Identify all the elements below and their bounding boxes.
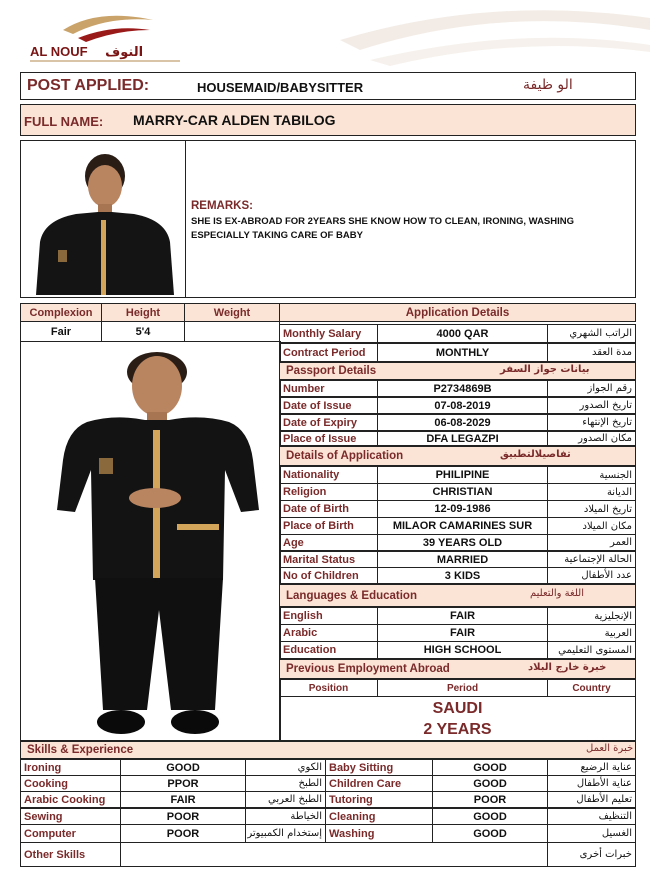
birth-place-value: MILAOR CAMARINES SUR [377,517,548,535]
skills-title-arabic: خبرة العمل [586,743,634,754]
expiry-date-value: 06-08-2029 [377,414,548,431]
children-arabic: عدد الأطفال [547,567,636,584]
arabic-value: FAIR [377,624,548,642]
skill-sewing-arabic: الخياطة [245,808,326,825]
education-value: HIGH SCHOOL [377,641,548,659]
post-applied-row [20,72,636,100]
skill-cooking-label: Cooking [20,775,121,792]
skill-sewing-label: Sewing [20,808,121,825]
skill-baby-sitting-label: Baby Sitting [325,759,433,776]
other-skills-value [120,842,548,867]
skill-computer-label: Computer [20,824,121,843]
contract-value: MONTHLY [377,343,548,362]
contract-arabic: مدة العقد [547,343,636,362]
employment-title: Previous Employment Abroad [286,663,450,675]
skill-cleaning-arabic: التنظيف [547,808,636,825]
logo-text: AL NOUF [30,44,88,59]
skill-cooking-value: PPOR [120,775,246,792]
expiry-date-label: Date of Expiry [279,414,378,431]
issue-place-value: DFA LEGAZPI [377,431,548,446]
arabic-label: Arabic [279,624,378,642]
period-col-header: Period [377,679,548,697]
employment-title-arabic: خبرة خارج البلاد [528,662,607,673]
age-value: 39 YEARS OLD [377,534,548,551]
religion-arabic: الديانة [547,483,636,501]
skill-children-care-arabic: عناية الأطفال [547,775,636,792]
marital-arabic: الحالة الإجتماعية [547,551,636,568]
skill-tutoring-value: POOR [432,791,548,808]
salary-value: 4000 QAR [377,324,548,343]
issue-place-label: Place of Issue [279,431,378,446]
application-title: Application Details [405,306,510,319]
skill-arabic-cooking-value: FAIR [120,791,246,808]
post-value: HOUSEMAID/BABYSITTER [197,80,364,95]
details-title-arabic: تفاصيلالتطبيق [500,449,571,460]
height-header: Height [101,303,185,322]
weight-value [184,321,280,342]
skill-computer-value: POOR [120,824,246,843]
age-arabic: العمر [547,534,636,551]
skill-washing-arabic: الغسيل [547,824,636,843]
name-value: MARRY-CAR ALDEN TABILOG [133,112,336,128]
issue-date-label: Date of Issue [279,397,378,414]
employment-years: 2 YEARS [423,721,492,738]
marital-value: MARRIED [377,551,548,568]
position-col-header: Position [279,679,378,697]
name-label: FULL NAME: [24,114,104,129]
skill-sewing-value: POOR [120,808,246,825]
other-skills-arabic: خبرات أخرى [547,842,636,867]
religion-value: CHRISTIAN [377,483,548,501]
expiry-date-arabic: تاريخ الإنتهاء [547,414,636,431]
skill-children-care-label: Children Care [325,775,433,792]
remarks-line2: ESPECIALLY TAKING CARE OF BABY [191,230,363,241]
education-arabic: المستوى التعليمي [547,641,636,659]
english-label: English [279,607,378,625]
passport-title: Passport Details [286,365,377,377]
skills-title: Skills & Experience [27,744,134,756]
birth-date-label: Date of Birth [279,500,378,518]
religion-label: Religion [279,483,378,501]
skill-baby-sitting-value: GOOD [432,759,548,776]
salary-label: Monthly Salary [279,324,378,343]
children-value: 3 KIDS [377,567,548,584]
skill-arabic-cooking-arabic: الطبخ العربي [245,791,326,808]
birth-place-arabic: مكان الميلاد [547,517,636,535]
english-arabic: الإنجليزية [547,607,636,625]
skill-tutoring-label: Tutoring [325,791,433,808]
complexion-header: Complexion [20,303,102,322]
skill-cleaning-label: Cleaning [325,808,433,825]
background-swoosh [330,0,652,70]
issue-date-arabic: تاريخ الصدور [547,397,636,414]
skill-ironing-label: Ironing [20,759,121,776]
skill-washing-label: Washing [325,824,433,843]
skill-baby-sitting-arabic: عناية الرضيع [547,759,636,776]
remarks-label: REMARKS: [191,200,253,212]
other-skills-label: Other Skills [20,842,121,867]
skill-tutoring-arabic: تعليم الأطفال [547,791,636,808]
skill-cooking-arabic: الطبخ [245,775,326,792]
height-value: 5'4 [101,321,185,342]
photo-divider [185,141,186,297]
education-label: Education [279,641,378,659]
birth-date-value: 12-09-1986 [377,500,548,518]
company-logo [30,8,190,64]
contract-label: Contract Period [279,343,378,362]
nationality-value: PHILIPINE [377,466,548,484]
application-header [279,303,636,322]
remarks-line1: SHE IS EX-ABROAD FOR 2YEARS SHE KNOW HOW TO CLEAN, IRONING, WASHING [191,216,575,227]
children-label: No of Children [279,567,378,584]
passport-number-arabic: رقم الجواز [547,380,636,397]
logo-arabic: النوف [105,45,144,60]
employment-body [279,696,636,741]
languages-title: Languages & Education [286,589,417,602]
skill-children-care-value: GOOD [432,775,548,792]
skill-ironing-value: GOOD [120,759,246,776]
logo-swoosh-icon [58,10,158,44]
complexion-value: Fair [20,321,102,342]
logo-subline [30,60,180,62]
full-body-photo [55,350,260,738]
nationality-label: Nationality [279,466,378,484]
marital-label: Marital Status [279,551,378,568]
details-header [279,446,636,466]
details-title: Details of Application [286,450,404,462]
birth-date-arabic: تاريخ الميلاد [547,500,636,518]
arabic-arabic: العربية [547,624,636,642]
skill-washing-value: GOOD [432,824,548,843]
skill-cleaning-value: GOOD [432,808,548,825]
post-arabic: الو ظيفة [523,77,573,93]
passport-title-arabic: بيانات جواز السفر [500,364,590,375]
birth-place-label: Place of Birth [279,517,378,535]
skill-arabic-cooking-label: Arabic Cooking [20,791,121,808]
salary-arabic: الراتب الشهري [547,324,636,343]
skills-header [20,741,636,759]
english-value: FAIR [377,607,548,625]
weight-header: Weight [184,303,280,322]
passport-number-label: Number [279,380,378,397]
languages-title-arabic: اللغة والتعليم [530,588,584,599]
age-label: Age [279,534,378,551]
skill-computer-arabic: إستخدام الكمبيوتر [245,824,326,843]
full-name-row [20,104,636,136]
issue-place-arabic: مكان الصدور [547,431,636,446]
country-col-header: Country [547,679,636,697]
issue-date-value: 07-08-2019 [377,397,548,414]
portrait-photo [26,142,184,295]
passport-number-value: P2734869B [377,380,548,397]
post-label: POST APPLIED: [27,77,150,94]
skill-ironing-arabic: الكوي [245,759,326,776]
employment-country: SAUDI [432,700,483,717]
nationality-arabic: الجنسية [547,466,636,484]
